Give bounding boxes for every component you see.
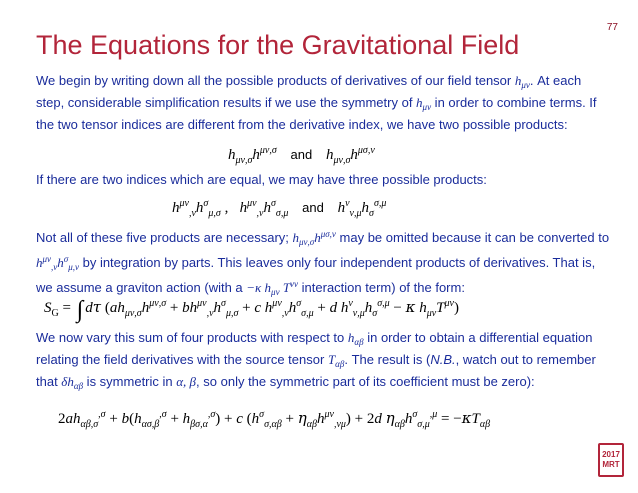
- variation-text-b: in order to obtain a differential equation relating the field derivatives with the source tensor: [36, 330, 593, 367]
- omitted-product-symbol: $h_{\mu\nu,\sigma}h^{\mu\sigma,\nu}$: [292, 229, 336, 247]
- t-alpha-beta-symbol: $T_{\alpha\beta}$: [327, 352, 345, 369]
- h-mu-nu-symbol: $h_{\mu\nu}$: [514, 73, 530, 90]
- h-mu-nu-symbol-2: $h_{\mu\nu}$: [416, 95, 432, 112]
- variation-text-d: , watch out to remember that: [36, 352, 596, 389]
- delta-h-symbol: $\delta h_{\alpha\beta}$: [61, 374, 84, 391]
- intro-text-b: . At each step, considerable simplification results if we use the symmetry of: [36, 73, 582, 110]
- alpha-beta-indices: α, β: [176, 374, 197, 389]
- mrt-2017-badge: [598, 443, 624, 477]
- slide-title: The Equations for the Gravitational Field: [36, 30, 520, 60]
- h-alpha-beta-symbol: $h_{\alpha\beta}$: [347, 330, 364, 347]
- badge-year: 2017: [602, 450, 620, 459]
- equation-three-products: $h^{\mu\nu}_{,\nu}h^\sigma_{\mu,\sigma}$ , $h^{\mu\nu}_{,\nu}h^\sigma_{\sigma,\mu}$ and $h^\nu_{\nu,\mu}h_\sigma^{\sigma,\mu}$: [172, 198, 387, 219]
- equation-field-equation: $2ah_{\alpha\beta,\sigma}^{,\sigma} + b(h_{\alpha\sigma,\beta}^{,\sigma} + h_{\beta\sigma,\alpha}^{,\sigma}) + c$ $(h^\sigma_{\sigma,\alpha\beta} + \eta_{\alpha\beta}h^{\mu\nu}_{,\nu\mu}) + 2d$ $\eta_{\alpha\beta}h^\sigma_{\sigma,\mu}^{,\mu} = -\kappa T_{\alpha\beta}$: [58, 409, 491, 430]
- paragraph-intro: [36, 72, 612, 133]
- variation-text-f: , so only the symmetric part of its coefficient must be zero):: [196, 374, 535, 389]
- paragraph-variation: [36, 329, 612, 395]
- page-number: 77: [606, 22, 618, 33]
- paragraph-graviton-action: [36, 226, 612, 301]
- action-text-c: by integration by parts. This leaves only four independent products of derivatives. That is, we assume a graviton action (with a: [36, 255, 596, 295]
- interaction-term-symbol: −κ $h_{\mu\nu}$ $T^{\nu\nu}$: [246, 279, 299, 297]
- action-text-a: Not all of these five products are necessary;: [36, 230, 293, 245]
- and-word-1: and: [290, 147, 313, 162]
- variation-text-a: We now vary this sum of four products with respect to: [36, 330, 348, 345]
- equation-two-products: $h_{\mu\nu,\sigma}h^{\mu\nu,\sigma}$ and $h_{\mu\nu,\sigma}h^{\mu\sigma,\nu}$: [228, 145, 375, 166]
- variation-text-c: . The result is (: [344, 352, 431, 367]
- equation-graviton-action: $S_G$ = ∫ dτ ($ah_{\mu\nu,\sigma}h^{\mu\nu,\sigma} + bh^{\mu\nu}_{,\nu}h^\sigma_{\mu,\sigma} + c$ $h^{\mu\nu}_{,\nu}h^\sigma_{\sigma,\mu} + d$ $h^\nu_{\nu,\mu}h_\sigma^{\sigma,\mu} - \kappa$ $h_{\mu\nu}T^{\mu\nu}$): [44, 297, 459, 323]
- action-text-b: may be omitted because it can be converted to: [335, 230, 610, 245]
- variation-text-e: is symmetric in: [83, 374, 177, 389]
- intro-text-c: in order to combine terms. If the two tensor indices are different from the derivative index, we have two possible products:: [36, 95, 597, 132]
- badge-initials: MRT: [602, 460, 620, 469]
- paragraph-equal-indices: If there are two indices which are equal, we may have three possible products:: [36, 172, 487, 187]
- intro-text-a: We begin by writing down all the possible products of derivatives of our field tensor: [36, 73, 515, 88]
- nb-abbreviation: N.B.: [430, 352, 456, 367]
- action-text-d: interaction term) of the form:: [298, 280, 465, 295]
- and-word-2: and: [302, 200, 324, 215]
- converted-product-symbol: $h^{\mu\nu}_{,\nu}h^\sigma_{\mu,\nu}$: [36, 254, 79, 272]
